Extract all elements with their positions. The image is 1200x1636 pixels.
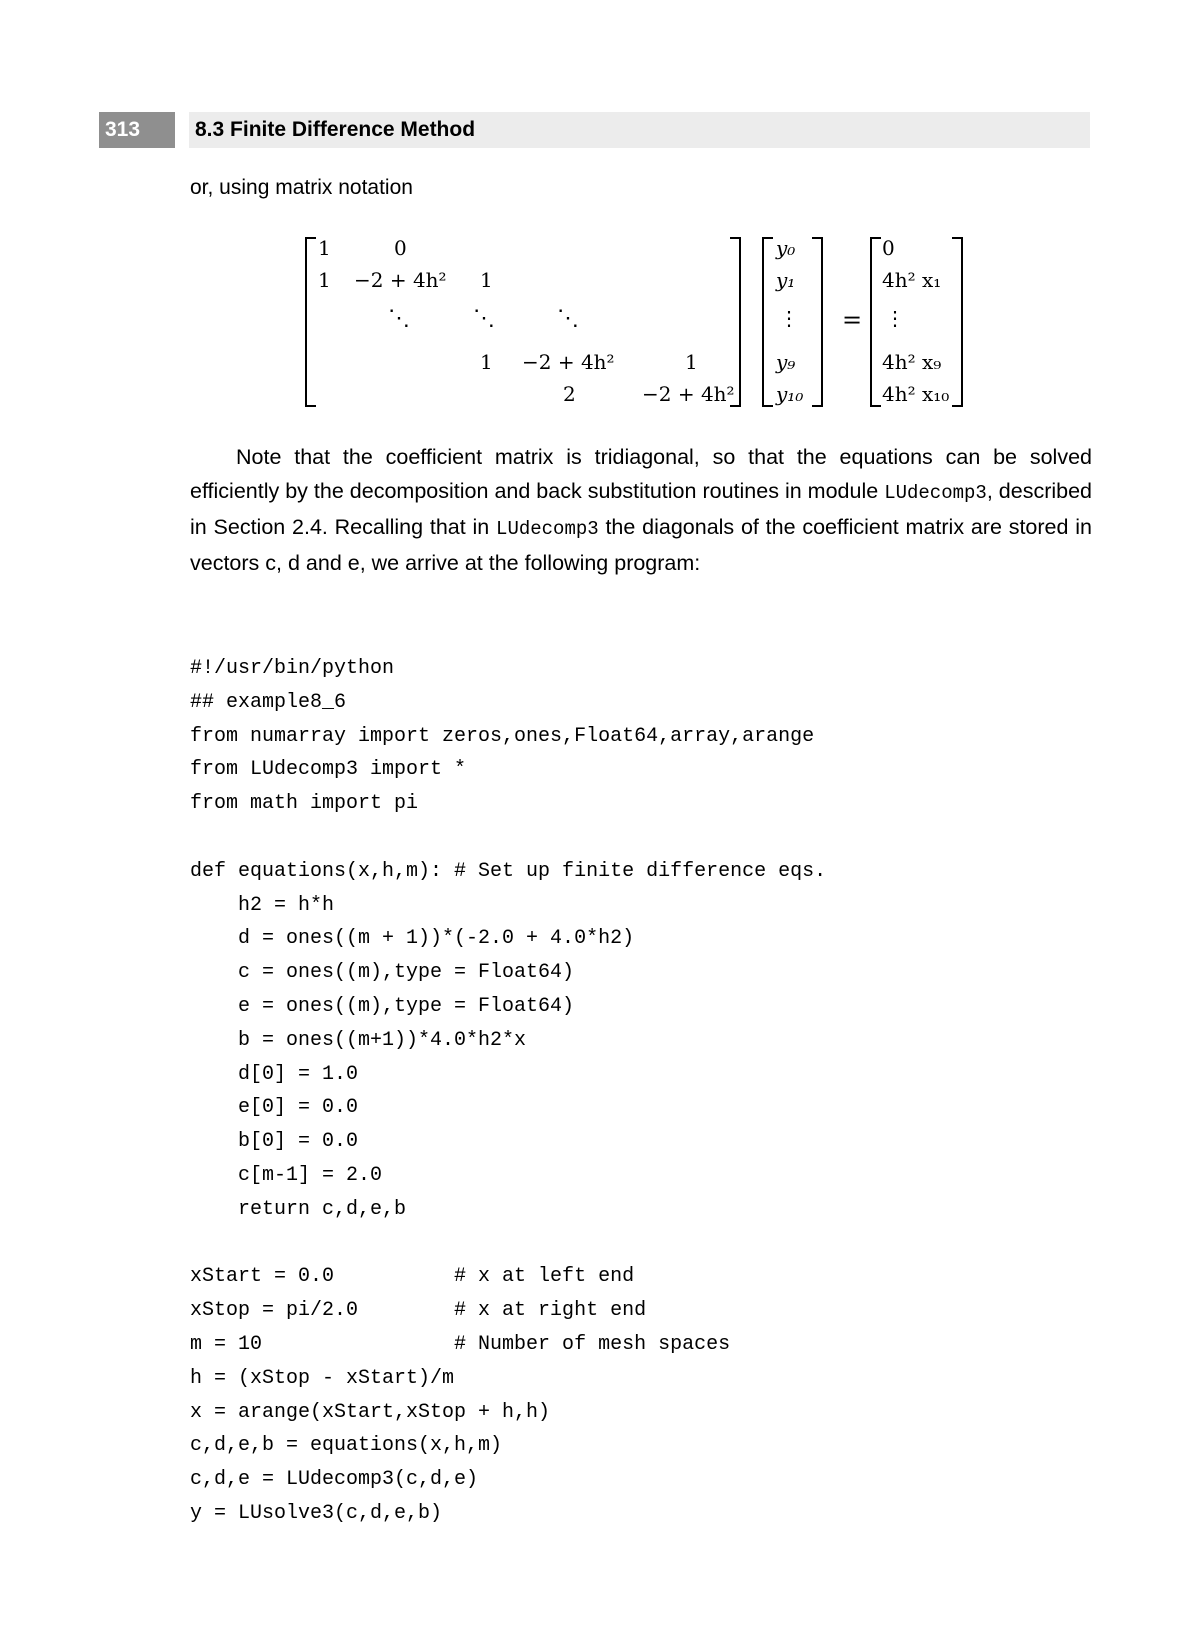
vector-entry: ⋮ — [779, 306, 799, 330]
diagonal-dots: ⋱ — [473, 306, 495, 331]
rhs-right-bracket — [952, 237, 963, 407]
matrix-cell: 1 — [318, 268, 331, 292]
vector-entry: y₁ — [776, 268, 796, 292]
vector-entry: 4h² x₁ — [882, 268, 942, 292]
code-listing: #!/usr/bin/python ## example8_6 from numarray import zeros,ones,Float64,array,arange from LUdecomp3 import * from math import pi def equations(x,h,m): # Set up finite difference eqs. h2 = h*h d = ones((m + 1))*(-2.0 + 4.0*h2) c = ones((m),type = Float64) e = ones((m),type = Float64) b = ones((m+1))*4.0*h2*x d[0] = 1.0 e[0] = 0.0 b[0] = 0.0 c[m-1] = 2.0 return c,d,e,b xStart = 0.0 # x at left end xStop = pi/2.0 # x at right end m = 10 # Number of mesh spaces h = (xStop - xStart)/m x = arange(xStart,xStop + h,h) c,d,e,b = equations(x,h,m) c,d,e = LUdecomp3(c,d,e) y = LUsolve3(c,d,e,b) — [190, 657, 827, 1525]
vector-entry: y₁₀ — [776, 382, 804, 406]
equals-sign: = — [842, 306, 863, 334]
paragraph-text: the diagonals of the coefficient matrix are stored in vectors c, d and e, we arrive at the following program: — [190, 515, 1092, 575]
matrix-left-bracket — [305, 237, 316, 407]
matrix-cell: 1 — [318, 236, 331, 260]
intro-text: or, using matrix notation — [190, 176, 413, 199]
rhs-left-bracket — [870, 237, 881, 407]
matrix-cell: −2 + 4h² — [642, 382, 735, 406]
paragraph-text: , described in Section 2.4. Recalling that in — [190, 479, 1093, 539]
vector-entry: y₀ — [776, 236, 796, 260]
vector-entry: 4h² x₁₀ — [882, 382, 950, 406]
diagonal-dots: ⋱ — [557, 306, 579, 331]
paragraph-text: Note that the coefficient matrix is tridiagonal, so that the equations can be solved efficiently by the decomposition and back substitution routines in module — [190, 445, 1092, 503]
diagonal-dots: ⋱ — [388, 306, 410, 331]
vector-entry: 4h² x₉ — [882, 350, 942, 374]
matrix-cell: 1 — [480, 268, 493, 292]
vector-entry: ⋮ — [885, 306, 905, 330]
matrix-cell: −2 + 4h² — [522, 350, 615, 374]
vector-right-bracket — [812, 237, 823, 407]
matrix-cell: 1 — [480, 350, 493, 374]
module-name: LUdecomp3 — [496, 518, 599, 540]
body-paragraph — [190, 440, 1092, 580]
vector-entry: 0 — [882, 236, 895, 260]
module-name: LUdecomp3 — [884, 482, 987, 504]
matrix-cell: 1 — [685, 350, 698, 374]
matrix-cell: 2 — [563, 382, 576, 406]
matrix-cell: 0 — [394, 236, 407, 260]
page-number: 313 — [99, 112, 175, 148]
running-header — [99, 112, 1090, 148]
vector-left-bracket — [762, 237, 773, 407]
vector-entry: y₉ — [776, 350, 796, 374]
section-title: 8.3 Finite Difference Method — [189, 112, 1090, 148]
matrix-cell: −2 + 4h² — [354, 268, 447, 292]
